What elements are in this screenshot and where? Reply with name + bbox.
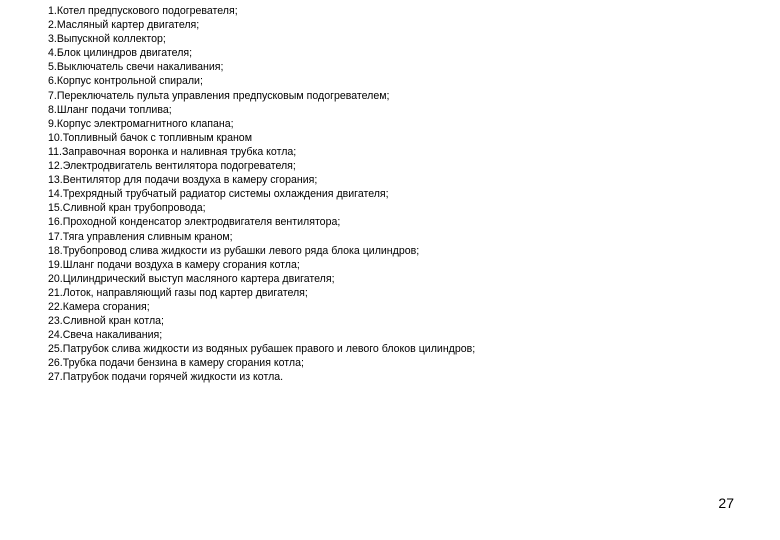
legend-item: 12.Электродвигатель вентилятора подогревателя; — [48, 160, 296, 173]
legend-item: 10.Топливный бачок с топливным краном — [48, 131, 252, 144]
legend-item: 24.Свеча накаливания; — [48, 329, 163, 342]
legend-item: 6.Корпус контрольной спирали; — [48, 75, 203, 88]
legend-item: 22.Камера сгорания; — [48, 300, 150, 313]
legend-item: 18.Трубопровод слива жидкости из рубашки левого ряда блока цилиндров; — [48, 244, 420, 257]
legend-item: 25.Патрубок слива жидкости из водяных рубашек правого и левого блоков цилиндров; — [48, 343, 476, 356]
legend-item: 4.Блок цилиндров двигателя; — [48, 47, 193, 60]
legend-item: 16.Проходной конденсатор электродвигателя вентилятора; — [48, 216, 341, 229]
legend-item: 26.Трубка подачи бензина в камеру сгорания котла; — [48, 357, 304, 370]
legend-item: 13.Вентилятор для подачи воздуха в камеру сгорания; — [48, 174, 318, 187]
legend-item: 27.Патрубок подачи горячей жидкости из котла. — [48, 371, 284, 384]
legend-item: 15.Сливной кран трубопровода; — [48, 202, 206, 215]
legend-item: 3.Выпускной коллектор; — [48, 33, 166, 46]
parts-legend-list — [48, 4, 475, 385]
legend-item: 7.Переключатель пульта управления предпусковым подогревателем; — [48, 89, 390, 102]
legend-item: 1.Котел предпускового подогревателя; — [48, 5, 238, 17]
legend-item: 21.Лоток, направляющий газы под картер двигателя; — [48, 286, 308, 299]
legend-item: 9.Корпус электромагнитного клапана; — [48, 117, 234, 130]
page-number: 27 — [718, 495, 734, 511]
legend-item: 11.Заправочная воронка и наливная трубка котла; — [48, 145, 297, 158]
legend-item: 5.Выключатель свечи накаливания; — [48, 61, 224, 74]
legend-item: 17.Тяга управления сливным краном; — [48, 230, 233, 243]
legend-item: 20.Цилиндрический выступ масляного картера двигателя; — [48, 272, 335, 285]
legend-item: 8.Шланг подачи топлива; — [48, 103, 172, 116]
legend-item: 2.Масляный картер двигателя; — [48, 19, 200, 32]
legend-item: 23.Сливной кран котла; — [48, 315, 164, 328]
legend-item: 14.Трехрядный трубчатый радиатор системы охлаждения двигателя; — [48, 188, 389, 201]
legend-item: 19.Шланг подачи воздуха в камеру сгорания котла; — [48, 258, 300, 271]
